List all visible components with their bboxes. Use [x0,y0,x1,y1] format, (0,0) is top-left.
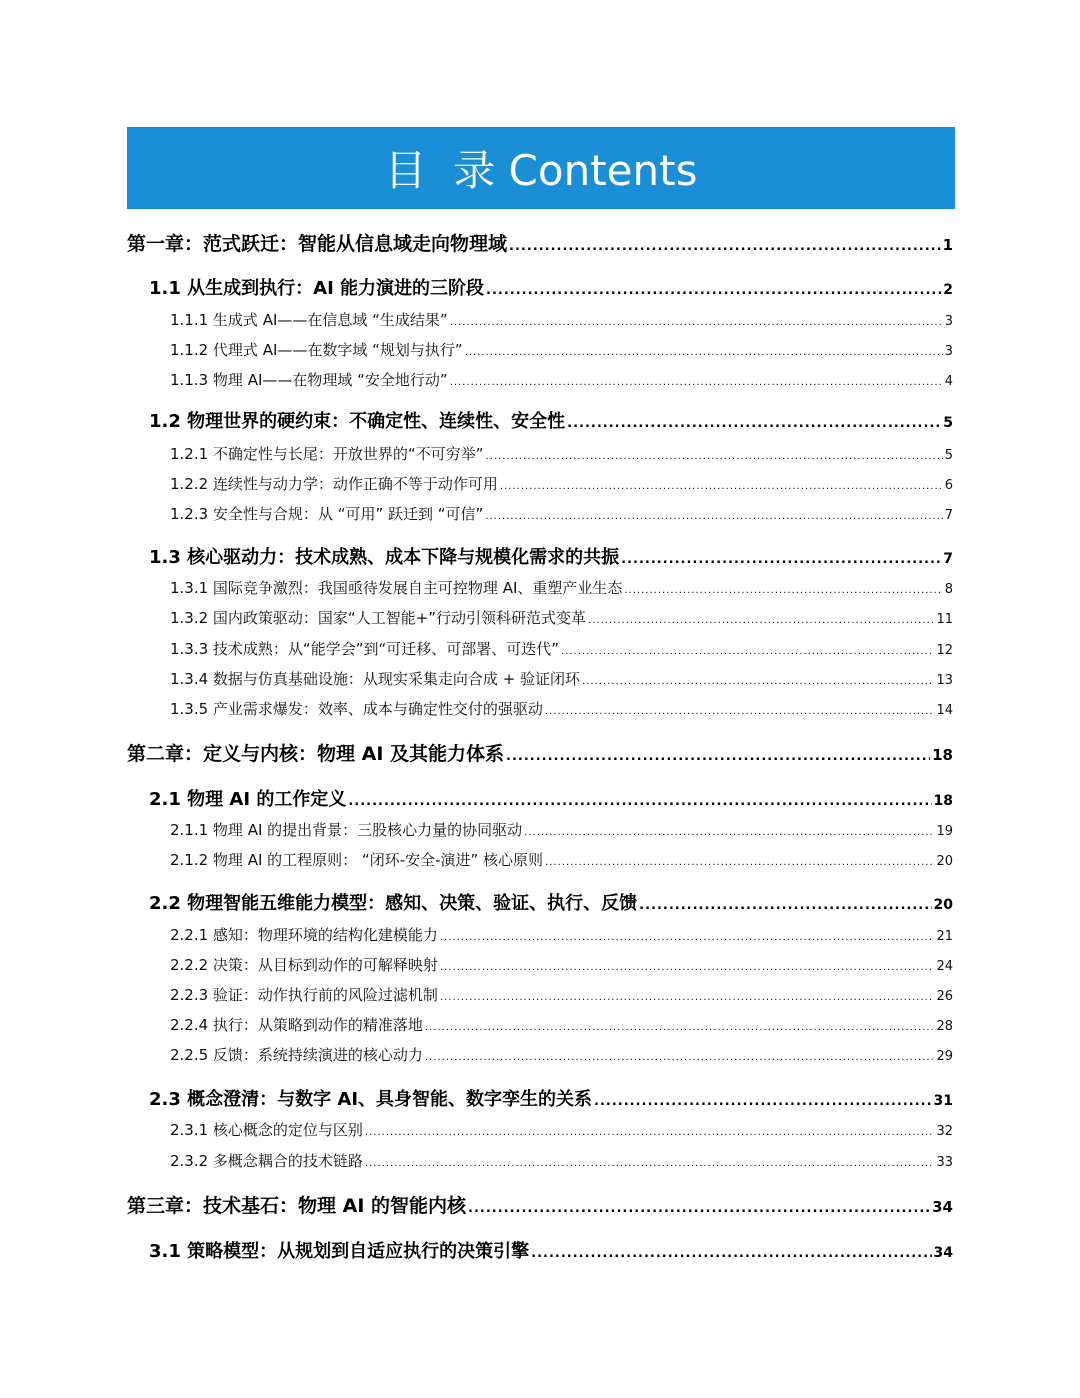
toc-entry-section[interactable] [149,785,953,811]
toc-dot-leader [440,932,935,943]
toc-page-number: 11 [936,612,953,627]
toc-dot-leader [450,377,943,388]
toc-page-number: 8 [944,582,953,597]
toc-entry-sub[interactable] [170,1014,953,1035]
toc-page-number: 1 [942,236,953,254]
toc-entry-sub[interactable] [170,339,953,360]
toc-page-number: 34 [933,1245,953,1261]
toc-dot-leader [440,992,935,1003]
toc-entry-sub[interactable] [170,443,953,464]
toc-entry-label: 1.2.1 不确定性与长尾：开放世界的“不可穷举” [170,445,484,463]
toc-entry-label: 2.1 物理 AI 的工作定义 [149,789,347,810]
toc-entry-sub[interactable] [170,577,953,598]
toc-entry-sub[interactable] [170,607,953,628]
toc-dot-leader [624,585,942,596]
toc-entry-section[interactable] [149,543,953,569]
toc-page-number: 31 [933,1093,953,1109]
toc-entry-label: 2.2.1 感知：物理环境的结构化建模能力 [170,926,438,944]
toc-entry-sub[interactable] [170,369,953,390]
toc-entry-sub[interactable] [170,638,953,659]
toc-entry-label: 2.3 概念澄清：与数字 AI、具身智能、数字孪生的关系 [149,1089,593,1110]
toc-dot-leader [506,749,930,764]
toc-dot-leader [561,646,934,657]
toc-dot-leader [531,1246,931,1261]
toc-entry-label: 1.2.3 安全性与合规：从 “可用” 跃迁到 “可信” [170,505,484,523]
toc-page-number: 3 [944,344,953,359]
toc-page-number: 7 [944,508,953,523]
toc-page-number: 20 [936,854,953,869]
toc-page-number: 32 [936,1124,953,1139]
toc-page-number: 28 [936,1019,953,1034]
toc-page-number: 20 [933,897,953,913]
toc-entry-section[interactable] [149,889,953,915]
toc-dot-leader [485,451,942,462]
toc-entry-label: 1.2.2 连续性与动力学：动作正确不等于动作可用 [170,475,498,493]
toc-entry-chapter[interactable] [127,739,953,766]
toc-dot-leader [639,898,931,913]
toc-entry-label: 2.1.2 物理 AI 的工程原则： “闭环-安全-演进” 核心原则 [170,851,544,869]
toc-page-number: 4 [944,374,953,389]
toc-page-number: 6 [944,478,953,493]
toc-entry-label: 1.3.2 国内政策驱动：国家“人工智能+”行动引领科研范式变革 [170,609,587,627]
toc-entry-label: 2.1.1 物理 AI 的提出背景：三股核心力量的协同驱动 [170,821,523,839]
toc-entry-sub[interactable] [170,1150,953,1171]
toc-page-number: 14 [936,703,953,718]
toc-entry-sub[interactable] [170,984,953,1005]
toc-entry-sub[interactable] [170,849,953,870]
toc-page-number: 7 [943,551,953,567]
toc-page-number: 12 [936,643,953,658]
toc-entry-label: 1.3.5 产业需求爆发：效率、成本与确定性交付的强驱动 [170,700,543,718]
toc-entry-label: 2.2.5 反馈：系统持续演进的核心动力 [170,1046,423,1064]
toc-entry-label: 第三章：技术基石：物理 AI 的智能内核 [127,1195,467,1217]
toc-entry-section[interactable] [149,274,953,300]
toc-dot-leader [468,1201,930,1216]
toc-dot-leader [348,794,931,809]
toc-page-number: 2 [943,282,953,298]
toc-entry-label: 第二章：定义与内核：物理 AI 及其能力体系 [127,743,505,765]
toc-dot-leader [545,857,934,868]
toc-entry-label: 1.3.1 国际竞争激烈：我国亟待发展自主可控物理 AI、重塑产业生态 [170,579,623,597]
toc-entry-sub[interactable] [170,473,953,494]
toc-entry-sub[interactable] [170,954,953,975]
toc-dot-leader [365,1158,935,1169]
toc-dot-leader [524,827,934,838]
toc-dot-leader [485,511,942,522]
toc-entry-sub[interactable] [170,698,953,719]
toc-entry-label: 2.3.2 多概念耦合的技术链路 [170,1152,363,1170]
toc-page-number: 21 [936,929,953,944]
toc-entry-sub[interactable] [170,503,953,524]
toc-title: 目 录 Contents [384,146,698,195]
toc-page-number: 19 [936,824,953,839]
toc-entry-label: 1.3.3 技术成熟：从“能学会”到“可迁移、可部署、可迭代” [170,640,560,658]
toc-page-number: 18 [932,746,953,764]
toc-dot-leader [509,239,941,254]
toc-dot-leader [621,552,941,567]
toc-entry-label: 2.3.1 核心概念的定位与区别 [170,1121,363,1139]
toc-page-number: 24 [936,959,953,974]
toc-entry-sub[interactable] [170,924,953,945]
toc-entry-label: 1.2 物理世界的硬约束：不确定性、连续性、安全性 [149,411,566,432]
toc-page-number: 5 [943,415,953,431]
toc-dot-leader [440,962,935,973]
toc-entry-sub[interactable] [170,1044,953,1065]
toc-dot-leader [588,615,934,626]
toc-dot-leader [500,481,943,492]
toc-dot-leader [594,1094,931,1109]
toc-dot-leader [450,317,943,328]
toc-entry-label: 1.1.1 生成式 AI——在信息域 “生成结果” [170,311,448,329]
toc-dot-leader [425,1022,935,1033]
toc-page-number: 33 [936,1155,953,1170]
toc-entry-label: 3.1 策略模型：从规划到自适应执行的决策引擎 [149,1241,530,1262]
toc-page-number: 26 [936,989,953,1004]
toc-dot-leader [425,1052,935,1063]
toc-entry-label: 2.2.3 验证：动作执行前的风险过滤机制 [170,986,438,1004]
toc-entry-label: 1.3 核心驱动力：技术成熟、成本下降与规模化需求的共振 [149,547,620,568]
toc-entry-section[interactable] [149,407,953,433]
toc-page-number: 5 [944,448,953,463]
toc-entry-label: 1.1.3 物理 AI——在物理域 “安全地行动” [170,371,448,389]
toc-entry-label: 2.2 物理智能五维能力模型：感知、决策、验证、执行、反馈 [149,893,638,914]
toc-entry-section[interactable] [149,1085,953,1111]
toc-entry-label: 2.2.2 决策：从目标到动作的可解释映射 [170,956,438,974]
toc-page-number: 13 [936,673,953,688]
toc-entry-sub[interactable] [170,819,953,840]
toc-dot-leader [582,676,934,687]
toc-entry-label: 1.1.2 代理式 AI——在数字域 “规划与执行” [170,341,463,359]
toc-entry-label: 1.3.4 数据与仿真基础设施：从现实采集走向合成 + 验证闭环 [170,670,581,688]
toc-entry-sub[interactable] [170,309,953,330]
toc-entry-label: 1.1 从生成到执行：AI 能力演进的三阶段 [149,278,485,299]
toc-dot-leader [465,347,943,358]
toc-entry-sub[interactable] [170,668,953,689]
toc-entry-label: 第一章：范式跃迁：智能从信息域走向物理域 [127,233,508,255]
toc-dot-leader [365,1127,935,1138]
toc-dot-leader [567,416,941,431]
toc-dot-leader [486,283,941,298]
toc-page-number: 29 [936,1049,953,1064]
toc-entry-label: 2.2.4 执行：从策略到动作的精准落地 [170,1016,423,1034]
toc-entry-section[interactable] [149,1237,953,1263]
toc-page-number: 3 [944,314,953,329]
toc-entry-sub[interactable] [170,1119,953,1140]
toc-page-number: 18 [933,793,953,809]
toc-entry-chapter[interactable] [127,1191,953,1218]
toc-page-number: 34 [932,1198,953,1216]
toc-entry-chapter[interactable] [127,229,953,256]
toc-dot-leader [545,706,935,717]
